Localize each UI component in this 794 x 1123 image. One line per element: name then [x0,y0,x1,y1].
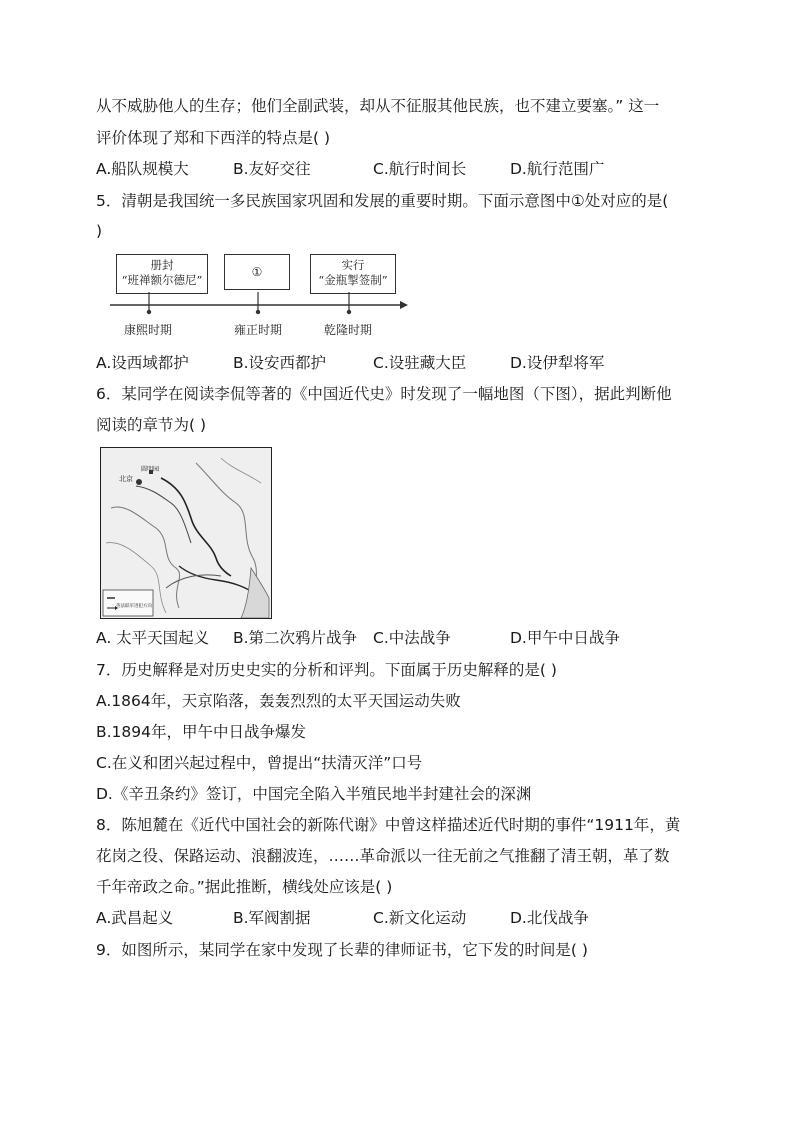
label-kangxi: 康熙时期 [124,323,173,337]
option-b: B.第二次鸦片战争 [233,629,358,647]
option-b: B.军阀割据 [233,909,311,927]
option-b: B.友好交往 [233,160,311,178]
q4-options [96,158,716,180]
qing-timeline-diagram [110,250,410,340]
q8-options [96,907,716,929]
q7-stem: 7．历史解释是对历史史实的分析和评判。下面属于历史解释的是( ) [96,661,557,679]
map-legend-route: 英法联军进犯方向 [116,604,152,609]
q5-stem-line-2: ) [96,222,103,240]
label-yongzheng: 雍正时期 [234,323,283,337]
option-a: A. 太平天国起义 [96,629,210,647]
q4-stem-line-2: 评价体现了郑和下西洋的特点是( ) [96,129,331,147]
timeline-box-yongzheng: ① [224,254,290,290]
q6-stem-line-2: 阅读的章节为( ) [96,416,207,434]
q7-option-b: B.1894年，甲午中日战争爆发 [96,723,307,741]
option-c: C.设驻藏大臣 [373,354,467,372]
map-label-yuanmingyuan: 圆明园 [141,466,160,473]
option-c: C.中法战争 [373,629,451,647]
label-qianlong: 乾隆时期 [324,323,373,337]
q5-stem-line-1: 5．清朝是我国统一多民族国家巩固和发展的重要时期。下面示意图中①处对应的是( [96,192,669,210]
option-b: B.设安西都护 [233,354,327,372]
q9-stem: 9．如图所示，某同学在家中发现了长辈的律师证书，它下发的时间是( ) [96,941,588,959]
option-c: C.新文化运动 [373,909,467,927]
option-c: C.航行时间长 [373,160,467,178]
option-d: D.甲午中日战争 [510,629,620,647]
q8-stem-line-2: 花岗之役、保路运动、浪翻波连，……革命派以一往无前之气推翻了清王朝，革了数 [96,847,670,865]
option-a: A.设西域都护 [96,354,189,372]
option-a: A.船队规模大 [96,160,189,178]
timeline-box-kangxi: 册封 “班禅额尔德尼” [116,254,208,294]
q7-option-d: D.《辛丑条约》签订，中国完全陷入半殖民地半封建社会的深渊 [96,785,532,803]
q4-stem-line-1: 从不威胁他人的生存；他们全副武装，却从不征服其他民族，也不建立要塞。” 这一 [96,97,660,115]
map-label-beijing: 北京 [119,475,133,483]
option-d: D.航行范围广 [510,160,605,178]
q5-options [96,352,716,374]
timeline-box-qianlong: 实行 “金瓶掣签制” [310,254,396,294]
option-a: A.武昌起义 [96,909,174,927]
option-d: D.设伊犁将军 [510,354,605,372]
historical-map [100,447,272,619]
q7-option-a: A.1864年，天京陷落，轰轰烈烈的太平天国运动失败 [96,692,461,710]
q8-stem-line-1: 8．陈旭麓在《近代中国社会的新陈代谢》中曾这样描述近代时期的事件“1911年，黄 [96,816,681,834]
option-d: D.北伐战争 [510,909,589,927]
q8-stem-line-3: 千年帝政之命。”据此推断，横线处应该是( ) [96,878,393,896]
q6-options [96,627,716,649]
q7-option-c: C.在义和团兴起过程中，曾提出“扶清灭洋”口号 [96,754,423,772]
q6-stem-line-1: 6．某同学在阅读李侃等著的《中国近代史》时发现了一幅地图（下图），据此判断他 [96,385,672,403]
